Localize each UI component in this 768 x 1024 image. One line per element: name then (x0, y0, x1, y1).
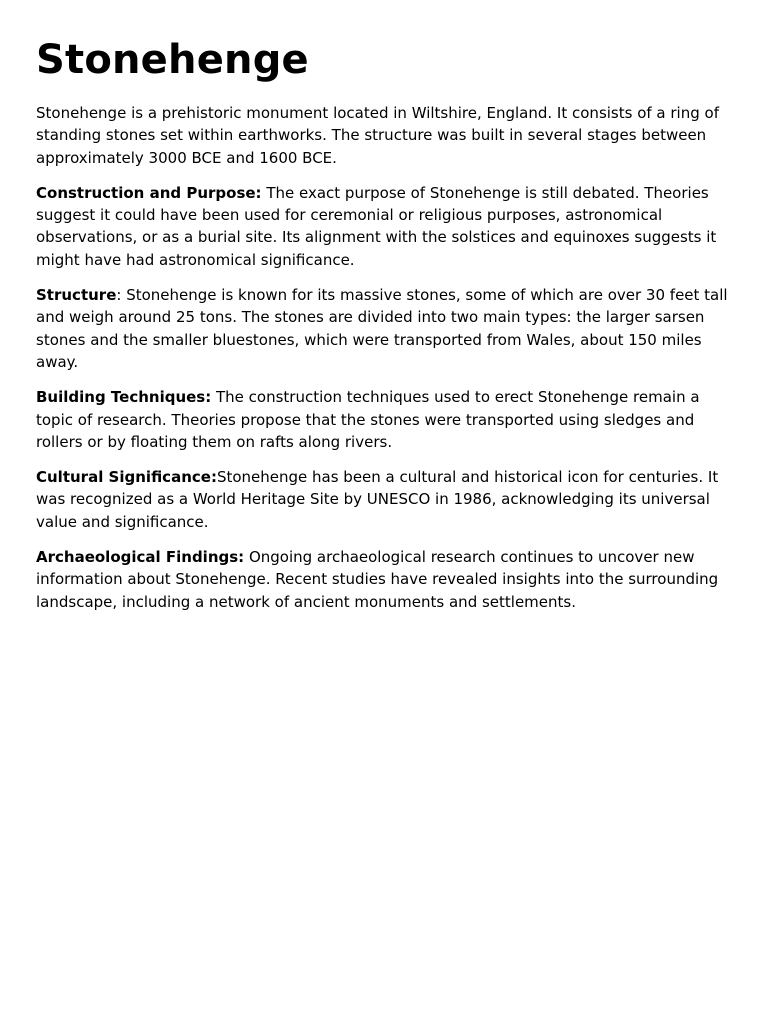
section-text: Stonehenge has been a cultural and historical icon for centuries. It was recognized as a World Heritage Site by UNESCO in 1986, acknowledging its universal value and significance. (36, 468, 719, 531)
section-cultural-significance (36, 466, 732, 533)
page-title: Stonehenge (36, 37, 309, 83)
section-heading: Construction and Purpose: (36, 183, 262, 202)
intro-paragraph: Stonehenge is a prehistoric monument located in Wiltshire, England. It consists of a ring of standing stones set within earthworks. The structure was built in several stages between approximately 3000 BCE and 1600 BCE. (36, 104, 719, 167)
section-heading: Building Techniques: (36, 388, 212, 407)
section-heading: Structure (36, 286, 117, 305)
section-text: The exact purpose of Stonehenge is still debated. Theories suggest it could have been used for ceremonial or religious purposes, astronomical observations, or as a burial site. Its alignment with the solstices and equinoxes suggests it might have had astronomical significance. (36, 183, 717, 269)
section-heading: Cultural Significance: (36, 468, 217, 487)
section-text: : Stonehenge is known for its massive stones, some of which are over 30 feet tall and weigh around 25 tons. The stones are divided into two main types: the larger sarsen stones and the smaller bluestones, which were transported from Wales, about 150 miles away. (36, 286, 728, 371)
section-structure (36, 284, 732, 373)
section-heading: Archaeological Findings: (36, 548, 245, 567)
section-building-techniques (36, 386, 732, 453)
section-text: The construction techniques used to erect Stonehenge remain a topic of research. Theories propose that the stones were transported using sledges and rollers or by floating them on rafts along rivers. (36, 388, 700, 451)
section-text: Ongoing archaeological research continues to uncover new information about Stonehenge. Recent studies have revealed insights into the surrounding landscape, including a network of ancient monuments and settlements. (36, 548, 719, 611)
section-archaeological-findings (36, 546, 732, 613)
section-construction-purpose (36, 182, 732, 271)
